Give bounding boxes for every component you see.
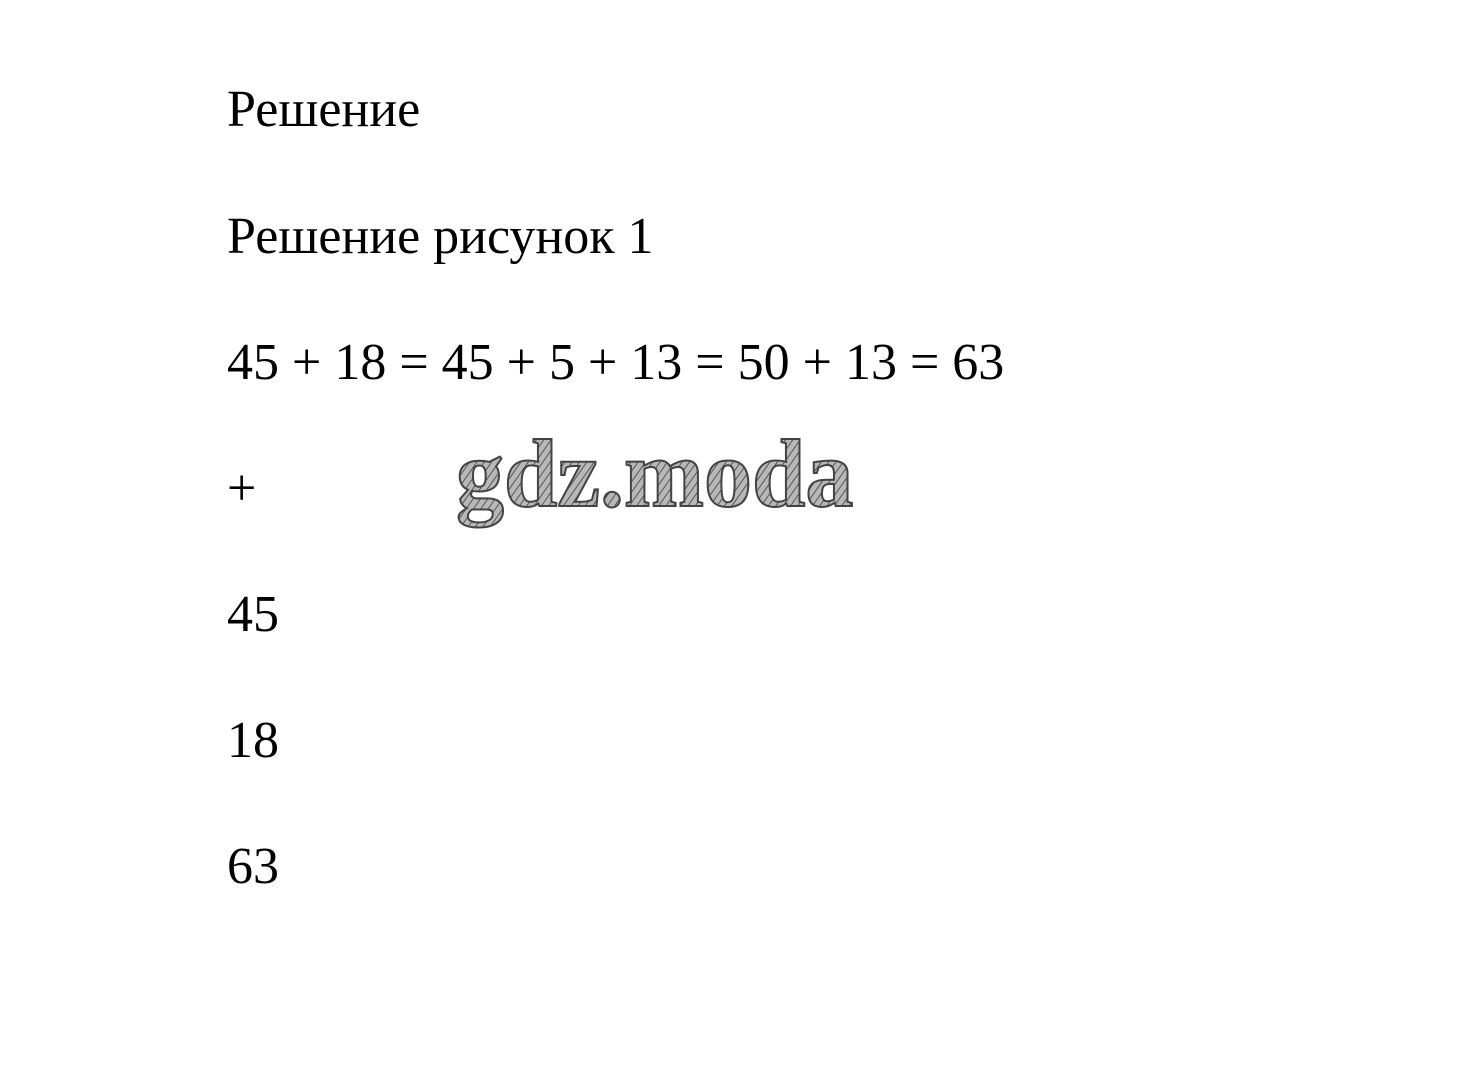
column-sum: 63 bbox=[227, 838, 279, 895]
equation-line: 45 + 18 = 45 + 5 + 13 = 50 + 13 = 63 bbox=[227, 334, 1005, 391]
column-addend-1: 45 bbox=[227, 586, 279, 643]
watermark-logo bbox=[452, 434, 876, 538]
watermark-graphic bbox=[452, 434, 876, 538]
solution-heading: Решение bbox=[227, 81, 421, 138]
watermark-text: gdz.moda bbox=[456, 434, 854, 527]
figure-caption: Решение рисунок 1 bbox=[227, 208, 654, 265]
column-addend-2: 18 bbox=[227, 712, 279, 769]
column-operator: + bbox=[227, 460, 257, 517]
